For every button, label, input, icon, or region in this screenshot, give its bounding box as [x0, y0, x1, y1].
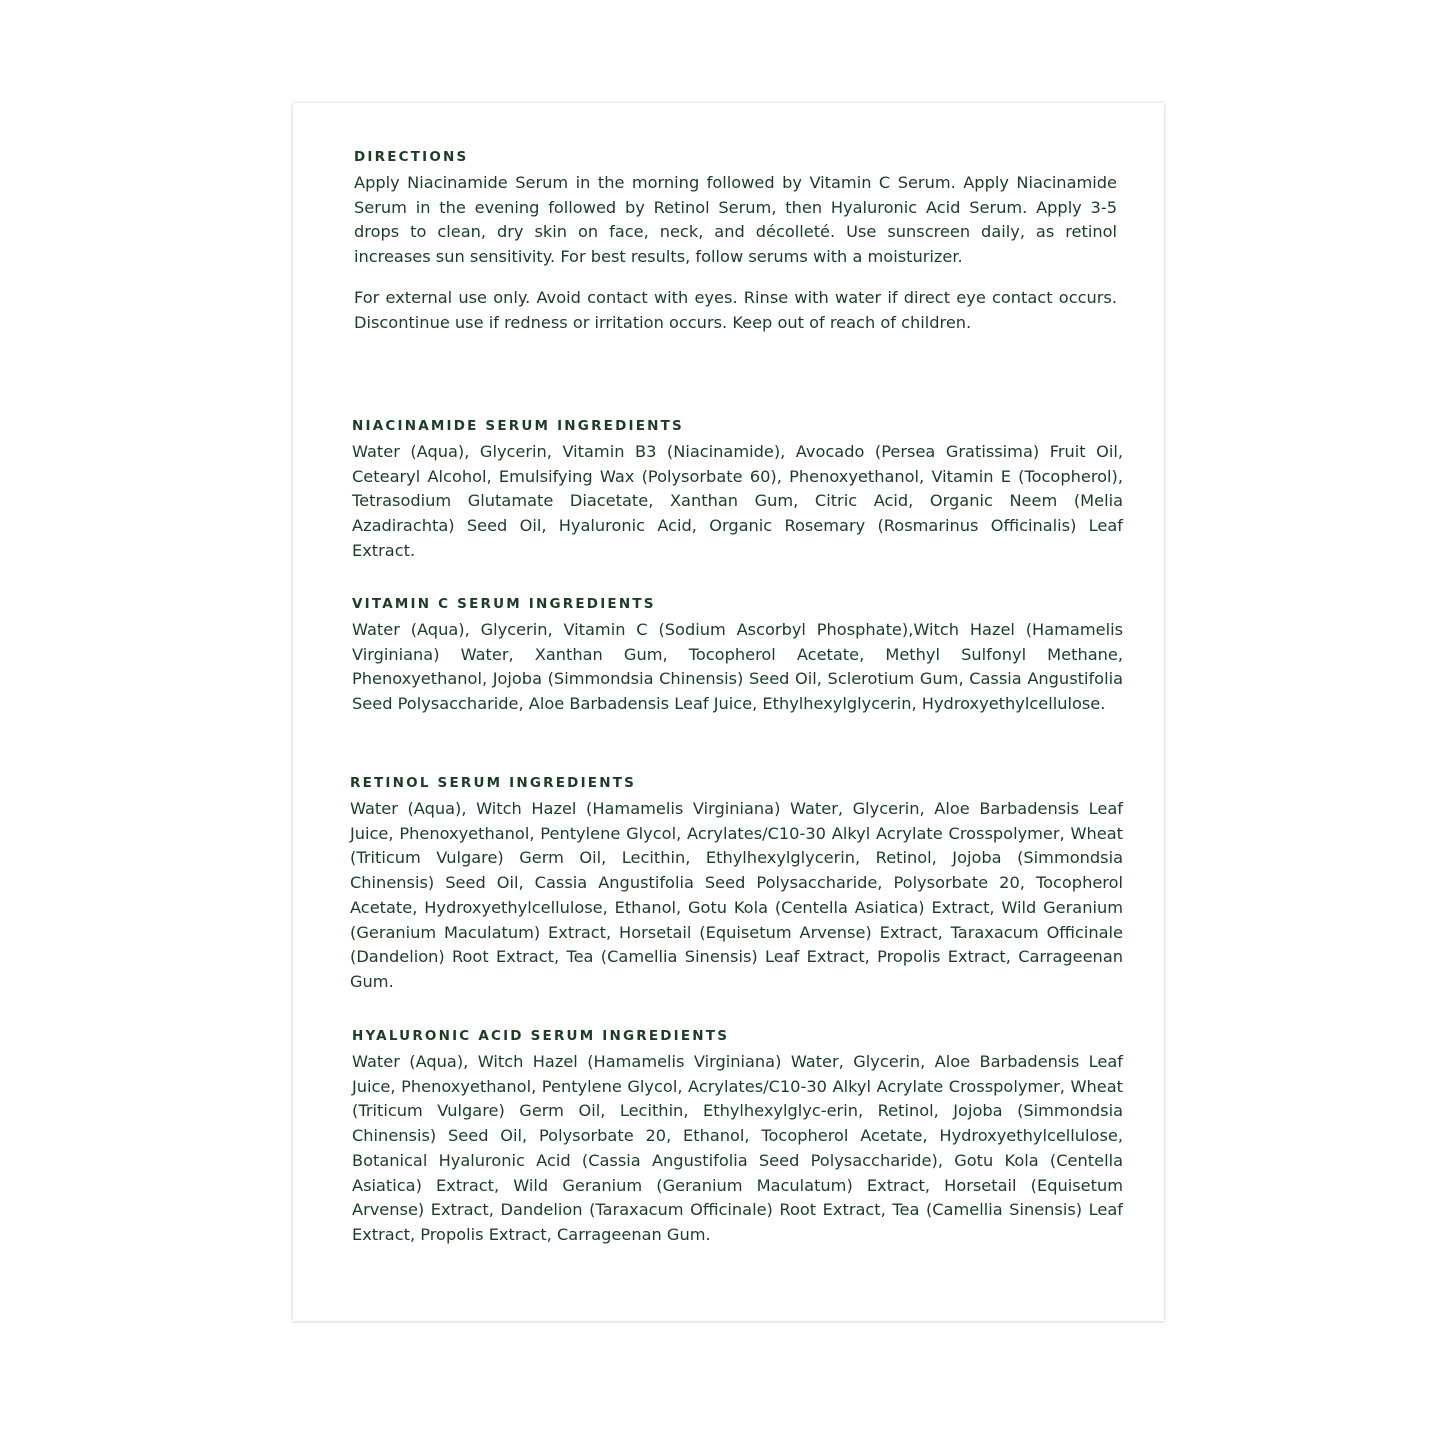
niacinamide-heading: NIACINAMIDE SERUM INGREDIENTS	[352, 418, 684, 434]
vitamin-c-section	[352, 595, 1123, 717]
ingredients-card	[293, 103, 1164, 1321]
hyaluronic-ingredients: Water (Aqua), Witch Hazel (Hamamelis Virginiana) Water, Glycerin, Aloe Barbadensis Leaf Juice, Phenoxyethanol, Pentylene Glycol, Acrylates/C10-30 Alkyl Acrylate Crosspolymer, Wheat (Triticum Vulgare) Germ Oil, Lecithin, Ethylhexylglyc-erin, Retinol, Jojoba (Simmondsia Chinensis) Seed Oil, Polysorbate 20, Ethanol, Tocopherol Acetate, Hydroxyethylcellulose, Botanical Hyaluronic Acid (Cassia Angustifolia Seed Polysaccharide), Gotu Kola (Centella Asiatica) Extract, Wild Geranium (Geranium Maculatum) Extract, Horsetail (Equisetum Arvense) Extract, Dandelion (Taraxacum Officinale) Root Extract, Tea (Camellia Sinensis) Leaf Extract, Propolis Extract, Carrageenan Gum.	[352, 1052, 1123, 1244]
hyaluronic-section	[352, 1027, 1123, 1248]
vitamin-c-heading: VITAMIN C SERUM INGREDIENTS	[352, 596, 656, 612]
directions-section	[354, 148, 1117, 335]
retinol-heading: RETINOL SERUM INGREDIENTS	[350, 775, 637, 791]
niacinamide-ingredients: Water (Aqua), Glycerin, Vitamin B3 (Niacinamide), Avocado (Persea Gratissima) Fruit Oil, Cetearyl Alcohol, Emulsifying Wax (Polysorbate 60), Phenoxyethanol, Vitamin E (Tocopherol), Tetrasodium Glutamate Diacetate, Xanthan Gum, Citric Acid, Organic Neem (Melia Azadirachta) Seed Oil, Hyaluronic Acid, Organic Rosemary (Rosmarinus Officinalis) Leaf Extract.	[352, 442, 1123, 560]
niacinamide-section	[352, 417, 1123, 564]
hyaluronic-heading: HYALURONIC ACID SERUM INGREDIENTS	[352, 1028, 730, 1044]
retinol-section	[350, 774, 1123, 995]
directions-paragraph: Apply Niacinamide Serum in the morning followed by Vitamin C Serum. Apply Niacinamide Serum in the evening followed by Retinol Serum, then Hyaluronic Acid Serum. Apply 3-5 drops to clean, dry skin on face, neck, and décolleté. Use sunscreen daily, as retinol increases sun sensitivity. For best results, follow serums with a moisturizer.	[354, 173, 1117, 267]
warning-paragraph: For external use only. Avoid contact with eyes. Rinse with water if direct eye contact occurs. Discontinue use if redness or irritation occurs. Keep out of reach of children.	[354, 287, 1117, 332]
retinol-ingredients: Water (Aqua), Witch Hazel (Hamamelis Virginiana) Water, Glycerin, Aloe Barbadensis Leaf Juice, Phenoxyethanol, Pentylene Glycol, Acrylates/C10-30 Alkyl Acrylate Crosspolymer, Wheat (Triticum Vulgare) Germ Oil, Lecithin, Ethylhexylglycerin, Retinol, Jojoba (Simmondsia Chinensis) Seed Oil, Cassia Angustifolia Seed Polysaccharide, Polysorbate 20, Tocopherol Acetate, Hydroxyethylcellulose, Ethanol, Gotu Kola (Centella Asiatica) Extract, Wild Geranium (Geranium Maculatum) Extract, Horsetail (Equisetum Arvense) Extract, Taraxacum Officinale (Dandelion) Root Extract, Tea (Camellia Sinensis) Leaf Extract, Propolis Extract, Carrageenan Gum.	[350, 799, 1123, 991]
directions-heading: DIRECTIONS	[354, 149, 469, 165]
vitamin-c-ingredients: Water (Aqua), Glycerin, Vitamin C (Sodium Ascorbyl Phosphate),Witch Hazel (Hamamelis Virginiana) Water, Xanthan Gum, Tocopherol Acetate, Methyl Sulfonyl Methane, Phenoxyethanol, Jojoba (Simmondsia Chinensis) Seed Oil, Sclerotium Gum, Cassia Angustifolia Seed Polysaccharide, Aloe Barbadensis Leaf Juice, Ethylhexylglycerin, Hydroxyethylcellulose.	[352, 620, 1123, 714]
